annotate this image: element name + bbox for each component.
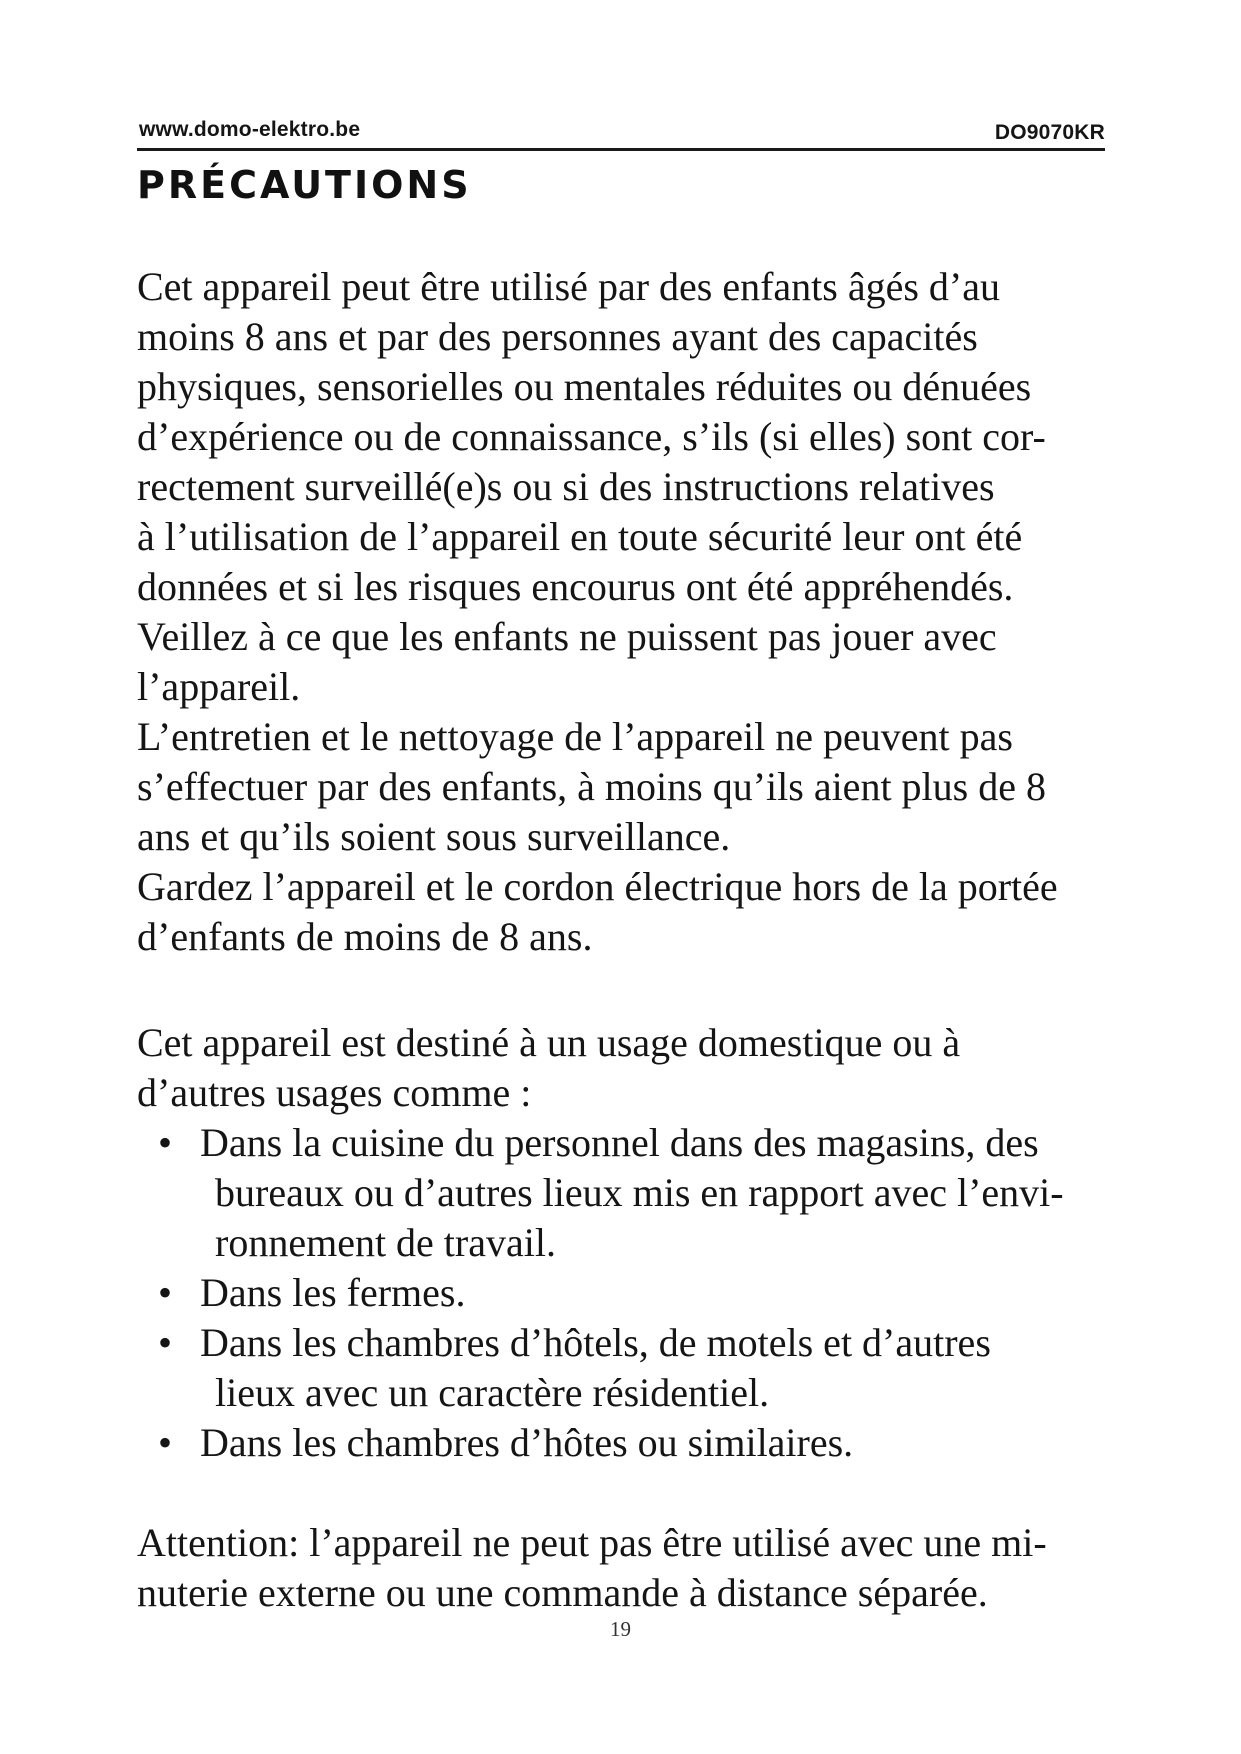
text-line: Dans les chambres d’hôtes ou similaires.	[200, 1420, 854, 1465]
text-line: L’entretien et le nettoyage de l’appareil ne peuvent pas	[137, 714, 1013, 759]
bullet-icon: •	[158, 1420, 173, 1465]
text-line: d’autres usages comme :	[137, 1070, 532, 1115]
bullet-icon: •	[158, 1120, 173, 1165]
text-line: ans et qu’ils soient sous surveillance.	[137, 814, 731, 859]
text-line: Veillez à ce que les enfants ne puissent pas jouer avec	[137, 614, 997, 659]
text-line: rectement surveillé(e)s ou si des instructions relatives	[137, 464, 995, 509]
model-number: DO9070KR	[994, 121, 1105, 144]
list-item	[137, 1268, 1064, 1318]
bullet-icon: •	[158, 1320, 173, 1365]
list-item	[137, 1118, 1064, 1268]
text-line: Cet appareil peut être utilisé par des enfants âgés d’au	[137, 264, 1000, 309]
text-line: nuterie externe ou une commande à distance séparée.	[137, 1570, 988, 1615]
paragraph-intended-use	[137, 1018, 960, 1118]
paragraph-attention	[137, 1518, 1047, 1618]
text-line: d’expérience ou de connaissance, s’ils (si elles) sont cor-	[137, 414, 1046, 459]
text-line: Gardez l’appareil et le cordon électrique hors de la portée	[137, 864, 1058, 909]
text-line: physiques, sensorielles ou mentales réduites ou dénuées	[137, 364, 1032, 409]
text-line: Attention: l’appareil ne peut pas être utilisé avec une mi-	[137, 1520, 1047, 1565]
usage-list	[137, 1118, 1064, 1468]
text-line: ronnement de travail.	[215, 1220, 556, 1265]
list-item	[137, 1318, 1064, 1418]
page-number: 19	[610, 1617, 631, 1641]
text-line: Dans les fermes.	[200, 1270, 466, 1315]
text-line: à l’utilisation de l’appareil en toute sécurité leur ont été	[137, 514, 1023, 559]
list-item	[137, 1418, 1064, 1468]
text-line: l’appareil.	[137, 664, 301, 709]
text-line: moins 8 ans et par des personnes ayant des capacités	[137, 314, 978, 359]
text-line: données et si les risques encourus ont été appréhendés.	[137, 564, 1014, 609]
text-line: Dans les chambres d’hôtels, de motels et d’autres	[200, 1320, 991, 1365]
page-header	[137, 118, 1105, 151]
text-line: bureaux ou d’autres lieux mis en rapport avec l’envi-	[215, 1170, 1064, 1215]
text-line: Cet appareil est destiné à un usage domestique ou à	[137, 1020, 961, 1065]
text-line: lieux avec un caractère résidentiel.	[215, 1370, 770, 1415]
paragraph-children-safety	[137, 262, 1058, 962]
bullet-icon: •	[158, 1270, 173, 1315]
text-line: Dans la cuisine du personnel dans des magasins, des	[200, 1120, 1039, 1165]
text-line: d’enfants de moins de 8 ans.	[137, 914, 593, 959]
website-url: www.domo-elektro.be	[139, 118, 361, 141]
section-title: PRÉCAUTIONS	[137, 163, 472, 207]
text-line: s’effectuer par des enfants, à moins qu’ils aient plus de 8	[137, 764, 1046, 809]
